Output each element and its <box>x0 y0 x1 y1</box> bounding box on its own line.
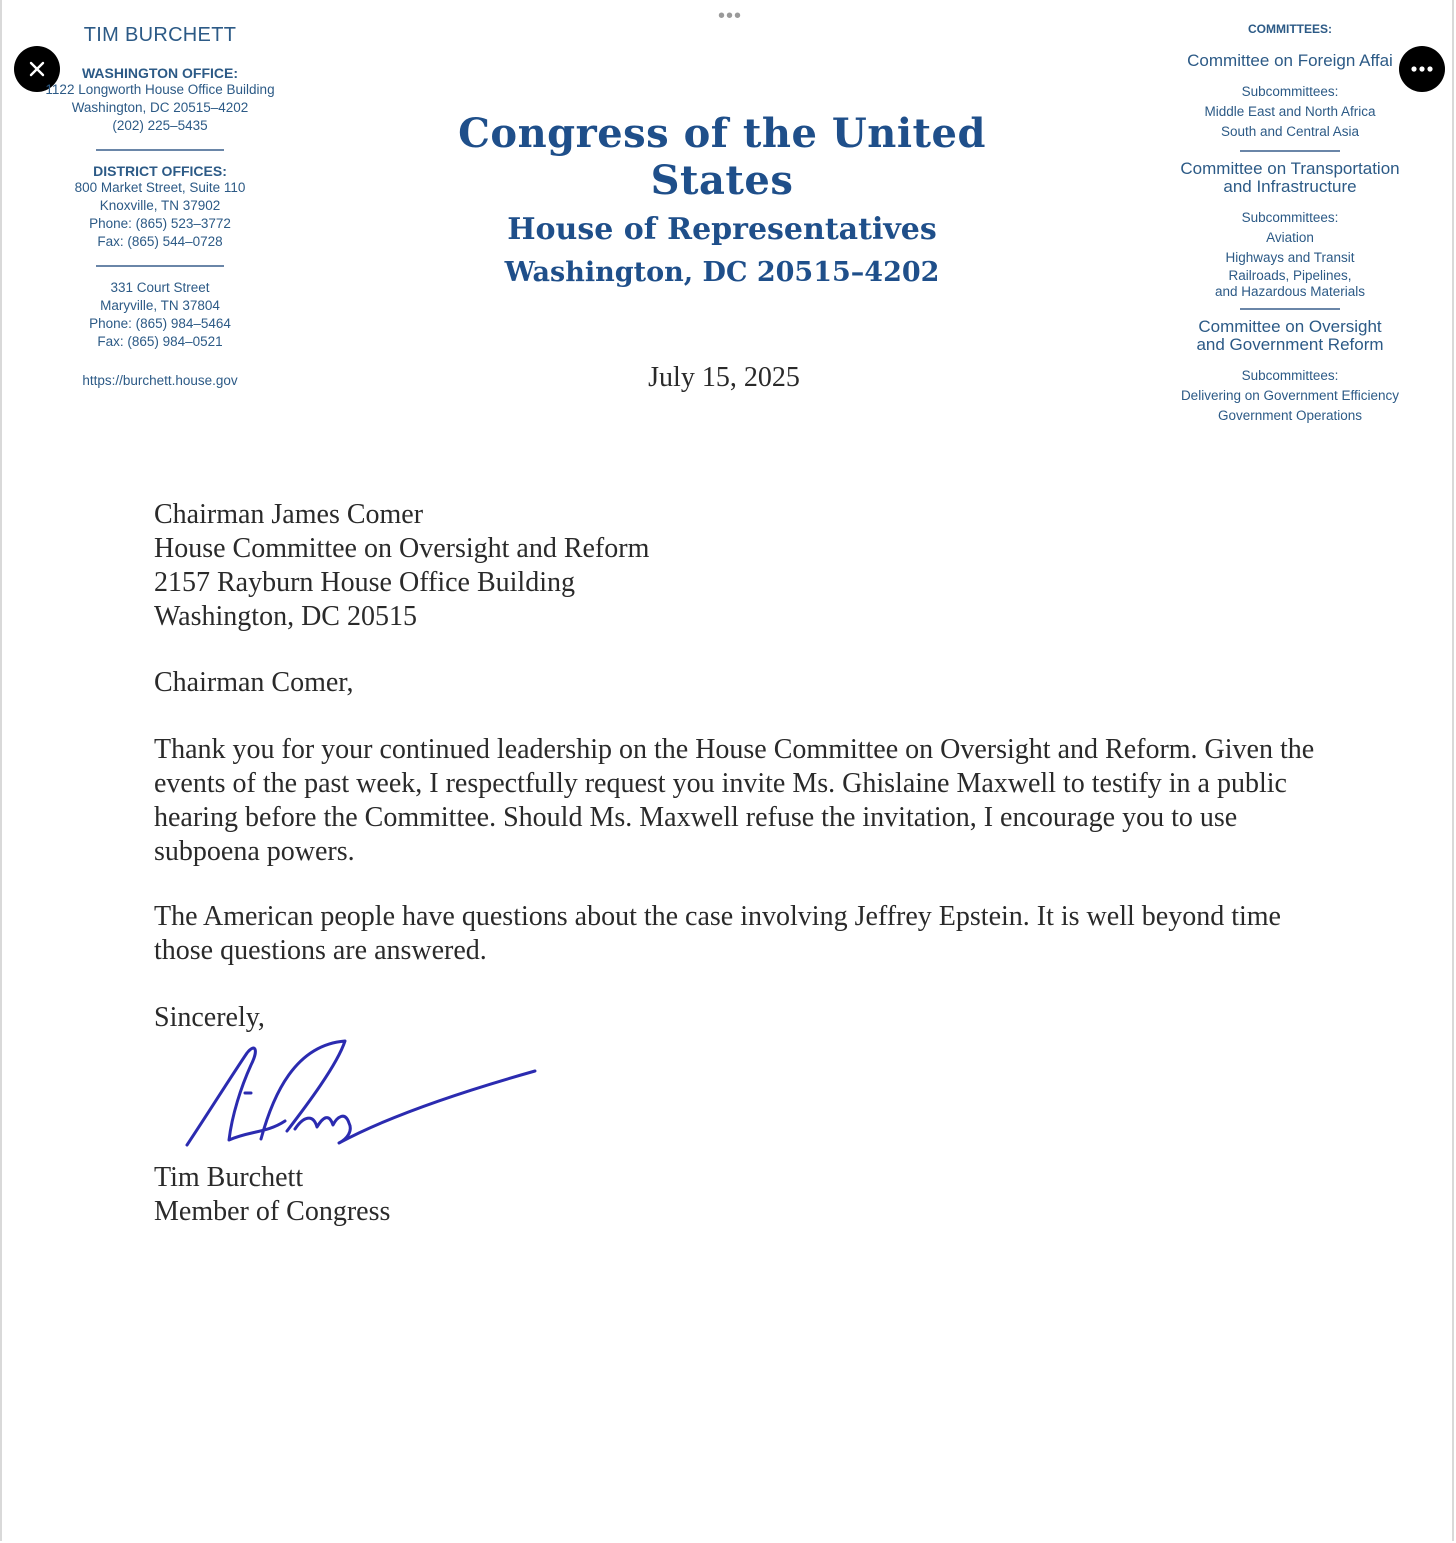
divider <box>96 149 224 151</box>
signer-block <box>154 1161 1334 1229</box>
district-office-line: Maryville, TN 37804 <box>100 298 220 313</box>
divider <box>1240 150 1340 152</box>
subcommittee-name: South and Central Asia <box>1220 124 1360 139</box>
washington-office-heading: WASHINGTON OFFICE: <box>81 65 239 81</box>
subcommittees-heading: Subcommittees: <box>1241 210 1339 225</box>
district-office-line: 800 Market Street, Suite 110 <box>74 180 246 195</box>
letterhead <box>382 110 1062 288</box>
body-paragraph: Thank you for your continued leadership on the House Committee on Oversight and Reform. Given the events of the past week, I respectfully request you invite Ms. Ghislaine Maxwell to testify in a public hearing before the Committee. Should Ms. Maxwell refuse the invitation, I encourage you to use subpoena powers. <box>154 734 1315 867</box>
committee-name: Committee on Oversight <box>1198 317 1382 336</box>
letterhead-subtitle: House of Representatives <box>507 212 937 247</box>
divider <box>1240 308 1340 310</box>
letter-date: July 15, 2025 <box>648 362 800 393</box>
signer-title: Member of Congress <box>154 1196 391 1227</box>
salutation: Chairman Comer, <box>154 667 354 698</box>
committees-column <box>1137 22 1443 426</box>
address-line: Chairman James Comer <box>154 499 424 530</box>
subcommittee-name: Railroads, Pipelines, <box>1228 268 1352 283</box>
district-office-line: 331 Court Street <box>110 280 210 295</box>
subcommittees-heading: Subcommittees: <box>1241 84 1339 99</box>
subcommittee-name: and Hazardous Materials <box>1214 284 1366 299</box>
committee-name: and Government Reform <box>1196 335 1384 354</box>
district-office-fax: Fax: (865) 544–0728 <box>97 234 223 249</box>
divider <box>96 265 224 267</box>
closing: Sincerely, <box>154 1002 265 1033</box>
district-office-line: Knoxville, TN 37902 <box>99 198 221 213</box>
address-line: House Committee on Oversight and Reform <box>154 533 650 564</box>
signature-image <box>177 1035 547 1155</box>
district-office-fax: Fax: (865) 984–0521 <box>97 334 223 349</box>
washington-office-phone: (202) 225–5435 <box>112 118 208 133</box>
washington-office-line: Washington, DC 20515–4202 <box>71 100 249 115</box>
address-line: 2157 Rayburn House Office Building <box>154 567 575 598</box>
member-name: TIM BURCHETT <box>83 24 237 46</box>
address-line: Washington, DC 20515 <box>154 601 417 632</box>
committee-name: Committee on Transportation <box>1180 159 1400 178</box>
washington-office-line: 1122 Longworth House Office Building <box>45 82 275 97</box>
district-office-phone: Phone: (865) 523–3772 <box>89 216 231 231</box>
member-contact-column <box>10 24 310 388</box>
subcommittee-name: Middle East and North Africa <box>1204 104 1376 119</box>
drag-handle[interactable]: ••• <box>717 5 742 27</box>
subcommittee-name: Government Operations <box>1217 408 1363 423</box>
signer-name: Tim Burchett <box>154 1162 304 1193</box>
website-link[interactable]: https://burchett.house.gov <box>82 373 238 388</box>
committee-name: and Infrastructure <box>1223 177 1357 196</box>
committee-name: Committee on Foreign Affai <box>1187 51 1393 70</box>
subcommittees-heading: Subcommittees: <box>1241 368 1339 383</box>
subcommittee-name: Aviation <box>1266 230 1314 245</box>
subcommittee-name: Delivering on Government Efficiency <box>1180 388 1400 403</box>
committees-heading: COMMITTEES: <box>1248 22 1332 36</box>
district-offices-heading: DISTRICT OFFICES: <box>93 163 227 179</box>
subcommittee-name: Highways and Transit <box>1225 250 1355 265</box>
letterhead-title: Congress of the United States <box>458 110 986 204</box>
district-office-phone: Phone: (865) 984–5464 <box>89 316 231 331</box>
letterhead-address: Washington, DC 20515–4202 <box>504 257 940 288</box>
recipient-address <box>154 498 1334 634</box>
body-paragraph: The American people have questions about the case involving Jeffrey Epstein. It is well beyond time those questions are answered. <box>154 901 1281 966</box>
